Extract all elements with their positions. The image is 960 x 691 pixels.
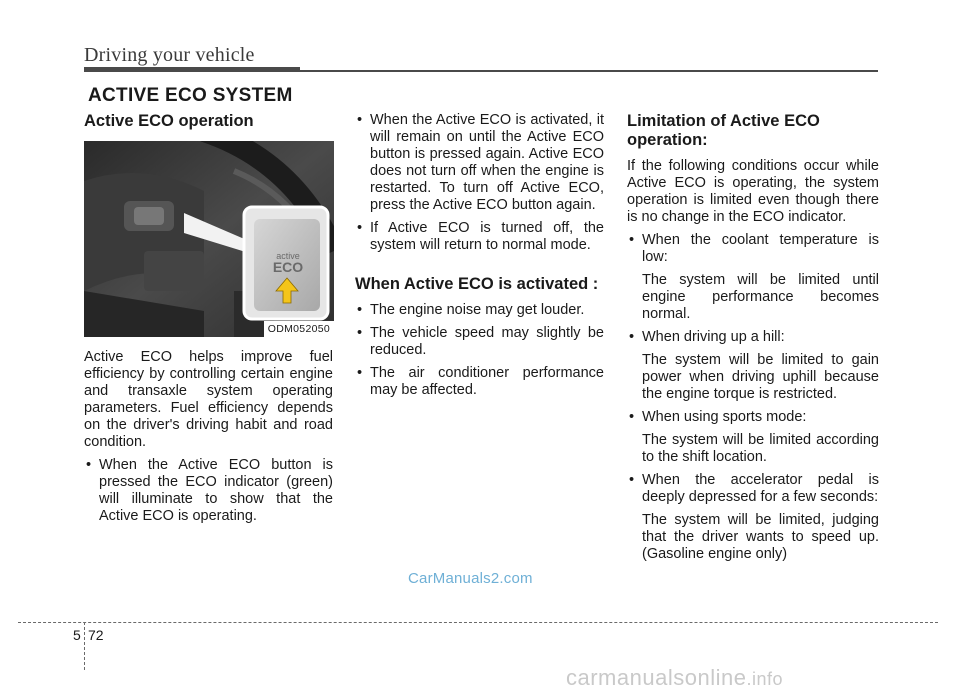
image-code: ODM052050 xyxy=(264,321,334,337)
dashboard-illustration xyxy=(84,141,334,337)
col2-bullet-2: • The vehicle speed may slightly be reduced. xyxy=(355,325,604,359)
col2-bullet-1: • The engine noise may get louder. xyxy=(355,302,604,319)
col3-intro: If the following conditions occur while Active ECO is operating, the system operation is limited even though there is no change in the ECO indicator. xyxy=(627,158,879,225)
footer-dashed-rule xyxy=(18,622,938,623)
watermark-link[interactable]: CarManuals2.com xyxy=(408,570,533,587)
col3-bullet-4: • When the accelerator pedal is deeply depressed for a few seconds: xyxy=(627,472,879,506)
footer-site-tld: .info xyxy=(746,669,783,689)
page-section-number: 5 xyxy=(73,627,81,643)
col3-heading: Limitation of Active ECO operation: xyxy=(627,112,820,149)
col3-bullet-2: • When driving up a hill: xyxy=(627,329,879,346)
button-label-eco: ECO xyxy=(272,259,304,275)
col2-bullet-top-2: • If Active ECO is turned off, the system will return to normal mode. xyxy=(355,220,604,254)
button-label-active: active xyxy=(276,251,300,261)
chapter-title: Driving your vehicle xyxy=(84,44,255,66)
col1-bullet-1: • When the Active ECO button is pressed the ECO indicator (green) will illuminate to show that the Active ECO is operating. xyxy=(84,457,333,525)
col3-detail-1: The system will be limited until engine performance becomes normal. xyxy=(642,272,879,322)
col1-paragraph: Active ECO helps improve fuel efficiency by controlling certain engine and transaxle system operating parameters. Fuel efficiency depends on the driver's driving habit and road condition. xyxy=(84,349,333,450)
col3-detail-2: The system will be limited to gain power when driving uphill because the engine torque is restricted. xyxy=(642,352,879,402)
col1-heading: Active ECO operation xyxy=(84,112,254,130)
col2-heading: When Active ECO is activated : xyxy=(355,275,599,293)
col2-body xyxy=(355,112,604,399)
col3-body xyxy=(627,112,879,563)
active-eco-photo xyxy=(84,141,334,337)
footer-site-link[interactable] xyxy=(566,665,783,691)
col3-bullet-3: • When using sports mode: xyxy=(627,409,879,426)
col2-bullet-3: • The air conditioner performance may be affected. xyxy=(355,365,604,399)
col3-detail-4: The system will be limited, judging that the driver wants to speed up. (Gasoline engine only) xyxy=(642,512,879,562)
col2-bullet-top-1: • When the Active ECO is activated, it will remain on until the Active ECO button is pressed again. Active ECO does not turn off when the engine is restarted. To turn off Active ECO, press the Active ECO button again. xyxy=(355,112,604,214)
footer-dashed-divider xyxy=(84,622,85,670)
header-rule-thick xyxy=(84,67,300,72)
col3-bullet-1: • When the coolant temperature is low: xyxy=(627,232,879,266)
section-title: ACTIVE ECO SYSTEM xyxy=(88,85,293,106)
page-number: 72 xyxy=(88,627,104,643)
footer-site-main: carmanualsonline xyxy=(566,665,747,690)
header-rule-thin xyxy=(300,70,878,72)
col3-detail-3: The system will be limited according to the shift location. xyxy=(642,432,879,465)
col1-body xyxy=(84,349,333,525)
